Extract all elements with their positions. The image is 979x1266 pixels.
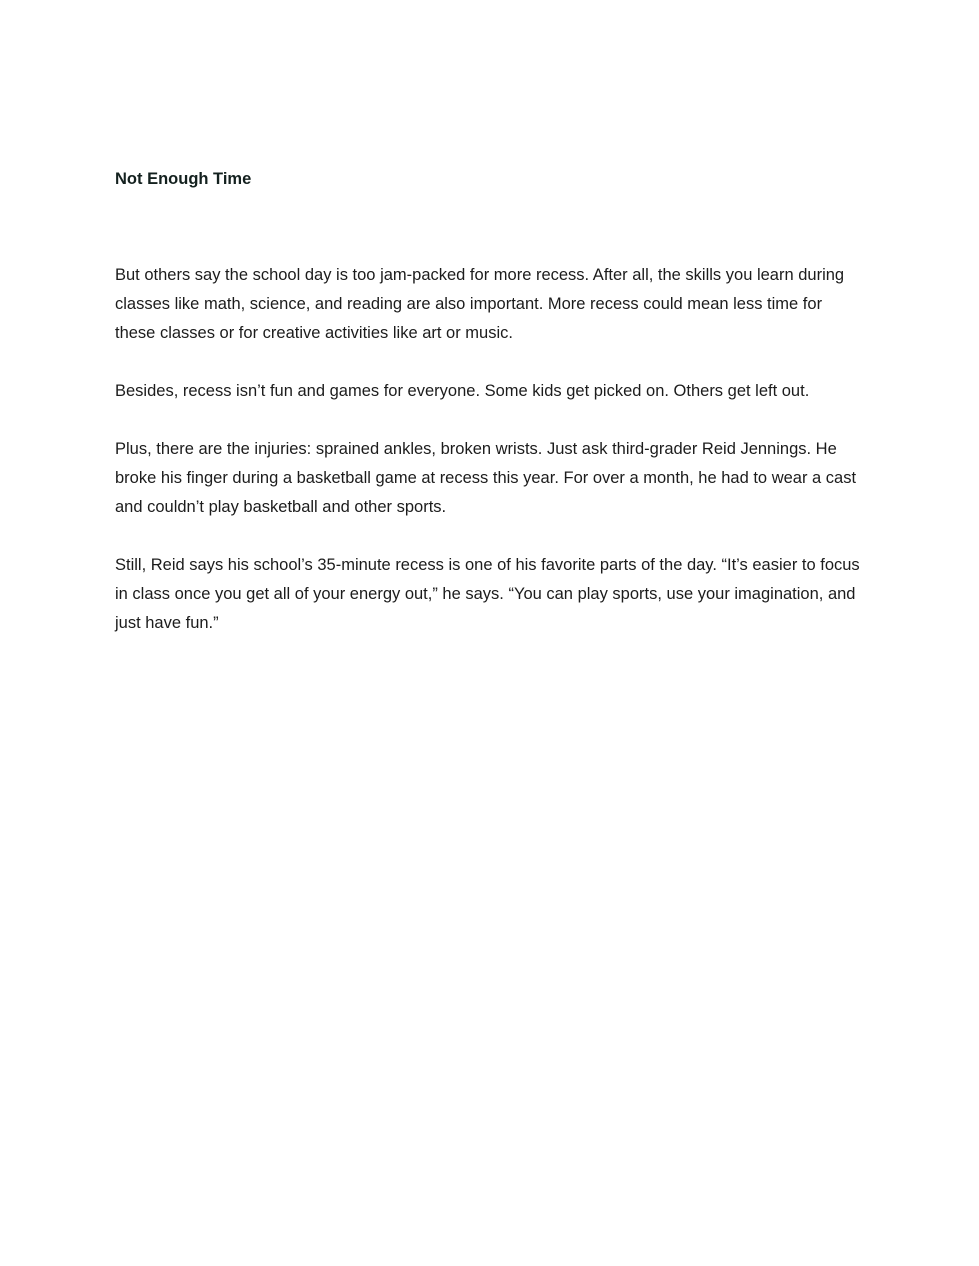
article-body <box>115 167 865 638</box>
paragraph: Besides, recess isn’t fun and games for everyone. Some kids get picked on. Others get left out. <box>115 382 810 400</box>
paragraph: Still, Reid says his school’s 35-minute recess is one of his favorite parts of the day. “It’s easier to focus in class once you get all of your energy out,” he says. “You can play sports, use your imagination, and just have fun.” <box>115 556 860 632</box>
section-heading: Not Enough Time <box>115 170 252 188</box>
paragraph: Plus, there are the injuries: sprained ankles, broken wrists. Just ask third-grader Reid Jennings. He broke his finger during a basketball game at recess this year. For over a month, he had to wear a cast and couldn’t play basketball and other sports. <box>115 440 857 516</box>
paragraph: But others say the school day is too jam-packed for more recess. After all, the skills you learn during classes like math, science, and reading are also important. More recess could mean less time for these classes or for creative activities like art or music. <box>115 266 845 342</box>
